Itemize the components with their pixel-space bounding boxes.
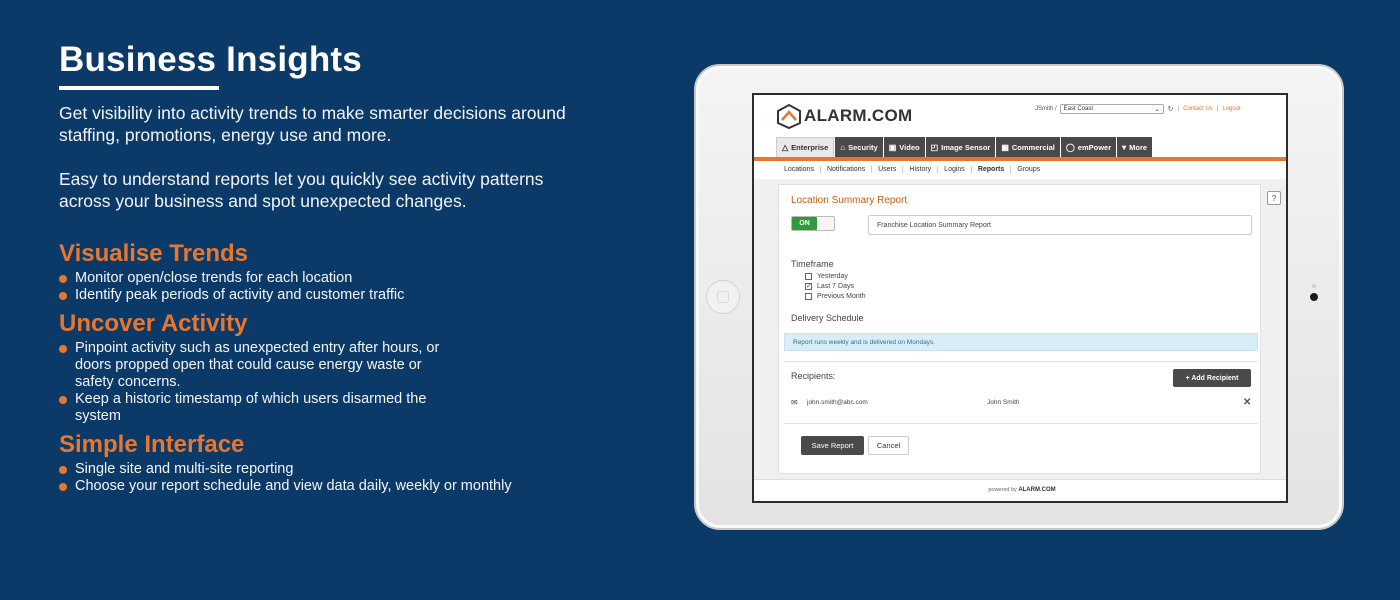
divider: | <box>1177 106 1180 112</box>
main-tabs <box>776 137 1153 157</box>
section-heading-interface: Simple Interface <box>59 431 245 458</box>
divider <box>784 361 1258 362</box>
contact-us-link[interactable]: Contact Us <box>1183 106 1213 112</box>
interface-bullets <box>59 461 599 495</box>
tab-video[interactable] <box>884 137 925 157</box>
tab-label: Image Sensor <box>941 142 991 152</box>
tab-commercial[interactable] <box>996 137 1060 157</box>
add-recipient-button[interactable]: + Add Recipient <box>1173 369 1251 387</box>
intro-paragraph-2: Easy to understand reports let you quickly see activity patterns across your business and spot unexpected changes. <box>59 169 544 211</box>
save-report-button[interactable]: Save Report <box>801 436 864 455</box>
tab-image-sensor[interactable] <box>926 137 996 157</box>
tab-enterprise[interactable] <box>776 137 834 157</box>
tab-label: emPower <box>1077 142 1112 152</box>
delivery-info: Report runs weekly and is delivered on Mondays. <box>784 333 1258 351</box>
video-icon: ▣ <box>888 142 897 152</box>
envelope-icon: ✉ <box>791 398 798 407</box>
report-name-input[interactable]: Franchise Location Summary Report <box>868 215 1252 235</box>
checkbox-label: Previous Month <box>817 293 866 300</box>
timeframe-label: Timeframe <box>791 259 834 269</box>
bullet-item: Monitor open/close trends for each location <box>59 270 459 287</box>
tab-empower[interactable] <box>1061 137 1116 157</box>
help-button[interactable]: ? <box>1267 191 1281 205</box>
section-heading-activity: Uncover Activity <box>59 310 248 337</box>
checkbox[interactable] <box>805 273 812 280</box>
home-icon: ⌂ <box>840 142 846 152</box>
cancel-button[interactable]: Cancel <box>868 436 909 455</box>
powered-by <box>754 487 1288 493</box>
tablet-home-button[interactable] <box>706 280 740 314</box>
enterprise-icon: △ <box>782 143 789 152</box>
bullet-item: Pinpoint activity such as unexpected entry after hours, or doors propped open that could cause energy waste or safety concerns. <box>59 340 459 391</box>
subnav-groups[interactable]: Groups <box>1010 166 1046 173</box>
tablet-sensor <box>1312 284 1316 288</box>
timeframe-last-7-days[interactable] <box>805 283 854 290</box>
intro <box>59 102 599 212</box>
subnav-locations[interactable]: Locations <box>784 166 814 173</box>
building-icon: ▦ <box>1001 142 1009 152</box>
alarm-logo-icon <box>776 103 802 129</box>
bullet-item: Single site and multi-site reporting <box>59 461 539 478</box>
checkbox-label: Yesterday <box>817 273 848 280</box>
bullet-item: Identify peak periods of activity and customer traffic <box>59 287 459 304</box>
account-header <box>1035 104 1241 114</box>
alarm-logo[interactable] <box>776 103 912 129</box>
report-title: Location Summary Report <box>791 195 908 206</box>
subnav-logins[interactable]: Logins <box>937 166 971 173</box>
divider <box>784 423 1258 424</box>
footer-divider <box>754 479 1288 480</box>
delivery-label: Delivery Schedule <box>791 313 864 323</box>
activity-bullets <box>59 340 599 425</box>
chevron-down-icon: ⌄ <box>1154 106 1160 113</box>
tab-label: Enterprise <box>791 143 829 152</box>
checkbox-label: Last 7 Days <box>817 283 854 290</box>
user-label: JSmith / <box>1035 106 1057 112</box>
refresh-icon[interactable]: ↻ <box>1167 106 1174 113</box>
remove-recipient-icon[interactable]: ✕ <box>1243 397 1252 408</box>
powered-by-brand: ALARM.COM <box>1018 487 1056 493</box>
bullet-item: Choose your report schedule and view data daily, weekly or monthly <box>59 478 539 495</box>
trends-bullets <box>59 270 599 304</box>
recipient-name: John Smith <box>987 399 1020 406</box>
camera-icon: ◰ <box>930 142 939 152</box>
checkbox-checked[interactable]: ✓ <box>806 283 812 290</box>
tablet-camera <box>1310 293 1318 301</box>
timeframe-previous-month[interactable] <box>805 293 866 300</box>
page-title: Business Insights <box>59 40 362 79</box>
marketing-copy <box>59 40 599 495</box>
tab-security[interactable] <box>835 137 882 157</box>
divider: | <box>1216 106 1219 112</box>
sub-navigation <box>784 166 1046 173</box>
subnav-history[interactable]: History <box>902 166 937 173</box>
bulb-icon: ◯ <box>1065 142 1075 152</box>
tablet-frame <box>694 64 1344 530</box>
report-toggle[interactable] <box>791 216 835 231</box>
subnav-reports[interactable]: Reports <box>971 166 1010 173</box>
recipients-label: Recipients: <box>791 371 836 381</box>
tab-label: More <box>1129 142 1148 152</box>
caret-down-icon: ▾ <box>1122 142 1127 152</box>
tab-label: Video <box>899 142 920 152</box>
tab-more[interactable] <box>1117 137 1152 157</box>
subnav-users[interactable]: Users <box>871 166 902 173</box>
timeframe-yesterday[interactable] <box>805 273 848 280</box>
tab-label: Security <box>848 142 878 152</box>
checkbox[interactable] <box>805 293 812 300</box>
title-underline <box>59 86 219 90</box>
powered-by-text: powered by <box>988 487 1017 493</box>
subnav-notifications[interactable]: Notifications <box>820 166 871 173</box>
tab-label: Commercial <box>1011 142 1055 152</box>
section-heading-trends: Visualise Trends <box>59 240 248 267</box>
recipient-email: john.smith@abc.com <box>807 399 868 406</box>
toggle-on-label: ON <box>792 217 817 230</box>
account-select-value: East Coast <box>1063 106 1094 112</box>
nav-accent-bar <box>754 157 1288 161</box>
report-panel <box>778 184 1261 474</box>
app-screen <box>752 93 1288 503</box>
bullet-item: Keep a historic timestamp of which users disarmed the system <box>59 391 459 425</box>
logout-link[interactable]: Logout <box>1222 106 1241 112</box>
intro-paragraph-1: Get visibility into activity trends to make smarter decisions around staffing, promotions, energy use and more. <box>59 103 566 145</box>
account-select[interactable] <box>1060 104 1164 114</box>
alarm-logo-text: ALARM.COM <box>804 106 913 125</box>
